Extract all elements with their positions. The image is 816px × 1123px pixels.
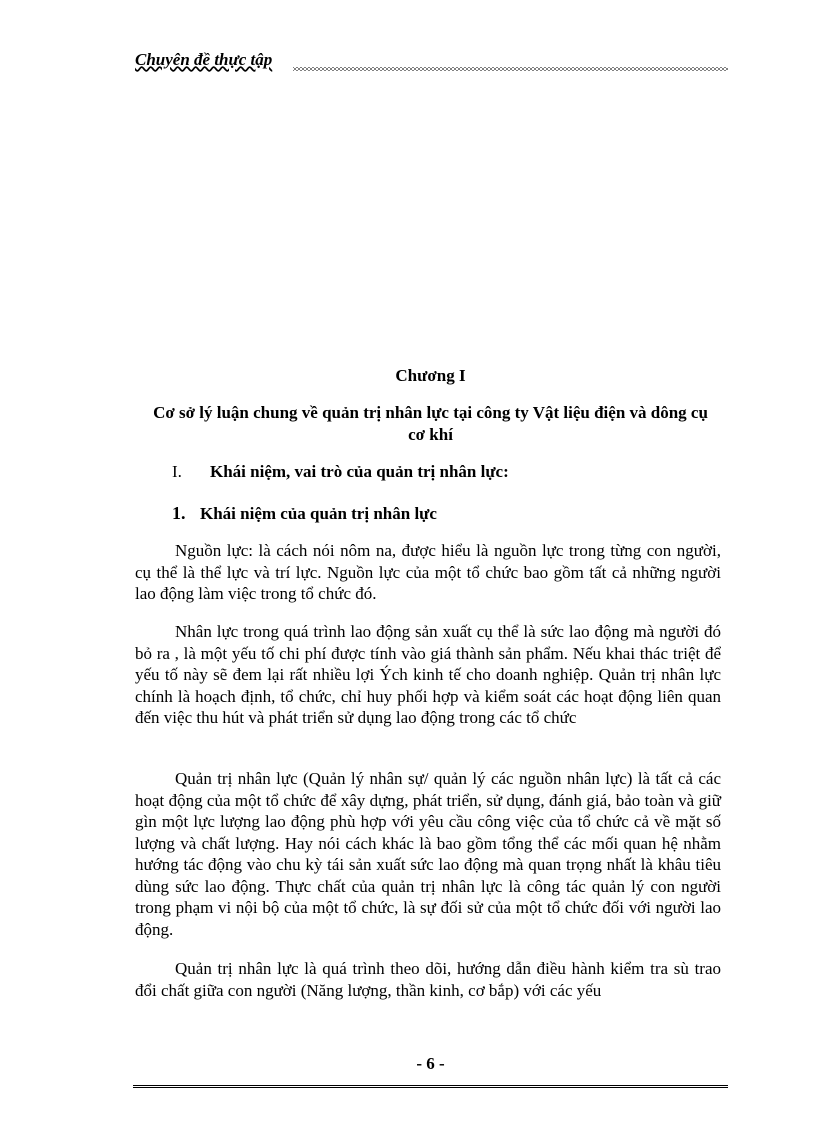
- footer-rule: [133, 1085, 728, 1088]
- section-heading: [172, 462, 509, 482]
- subsection-number: 1.: [172, 503, 186, 523]
- page-number: - 6 -: [416, 1054, 445, 1073]
- paragraph: Nguồn lực: là cách nói nôm na, được hiểu là nguồn lực trong từng con người, cụ thể là thể lực và trí lực. Nguồn lực của một tổ chức bao gồm tất cả những người lao động làm việc trong tổ chức đó.: [135, 541, 721, 603]
- subsection-heading: [172, 503, 437, 524]
- page-header: [133, 50, 728, 74]
- header-title: Chuyên đề thực tập: [135, 50, 273, 69]
- paragraph: Quản trị nhân lực là quá trình theo dõi, hướng dẫn điều hành kiểm tra sù trao đổi chất giữa con người (Năng lượng, thần kinh, cơ bắp) với các yếu: [135, 959, 721, 1000]
- subsection-title: Khái niệm của quản trị nhân lực: [200, 504, 437, 523]
- section-title: Khái niệm, vai trò của quản trị nhân lực:: [210, 462, 509, 481]
- section-number: I.: [172, 462, 182, 481]
- header-wavy-rule: [293, 67, 728, 71]
- chapter-subtitle: Cơ sở lý luận chung về quản trị nhân lực tại công ty Vật liệu điện và dông cụ cơ khí: [153, 403, 708, 444]
- paragraph: Nhân lực trong quá trình lao động sản xuất cụ thể là sức lao động mà người đó bỏ ra , là một yếu tố chi phí được tính vào giá thành sản phẩm. Nếu khai thác triệt để yếu tố này sẽ đem lại rất nhiều lợi Ých kinh tế cho doanh nghiệp. Quản trị nhân lực chính là hoạch định, tổ chức, chỉ huy phối hợp và kiểm soát các hoạt động liên quan đến việc thu hút và phát triển sử dụng lao động trong các tổ chức: [135, 622, 721, 727]
- chapter-title: Chương I: [395, 366, 466, 385]
- paragraph: Quản trị nhân lực (Quản lý nhân sự/ quản lý các nguồn nhân lực) là tất cả các hoạt động của một tổ chức để xây dựng, phát triển, sử dụng, đánh giá, bảo toàn và giữ gìn một lực lượng lao động phù hợp với yêu cầu công việc của tổ chức cả về mặt số lượng và chất lượng. Hay nói cách khác là bao gồm tổng thể các mối quan hệ nhằm hướng tác động vào chu kỳ tái sản xuất sức lao động mà quan trọng nhất là khâu tiêu dùng sức lao động. Thực chất của quản trị nhân lực là công tác quản lý con người trong phạm vi nội bộ của một tổ chức, là sự đối sử của một tổ chức đối với người lao động.: [135, 769, 721, 939]
